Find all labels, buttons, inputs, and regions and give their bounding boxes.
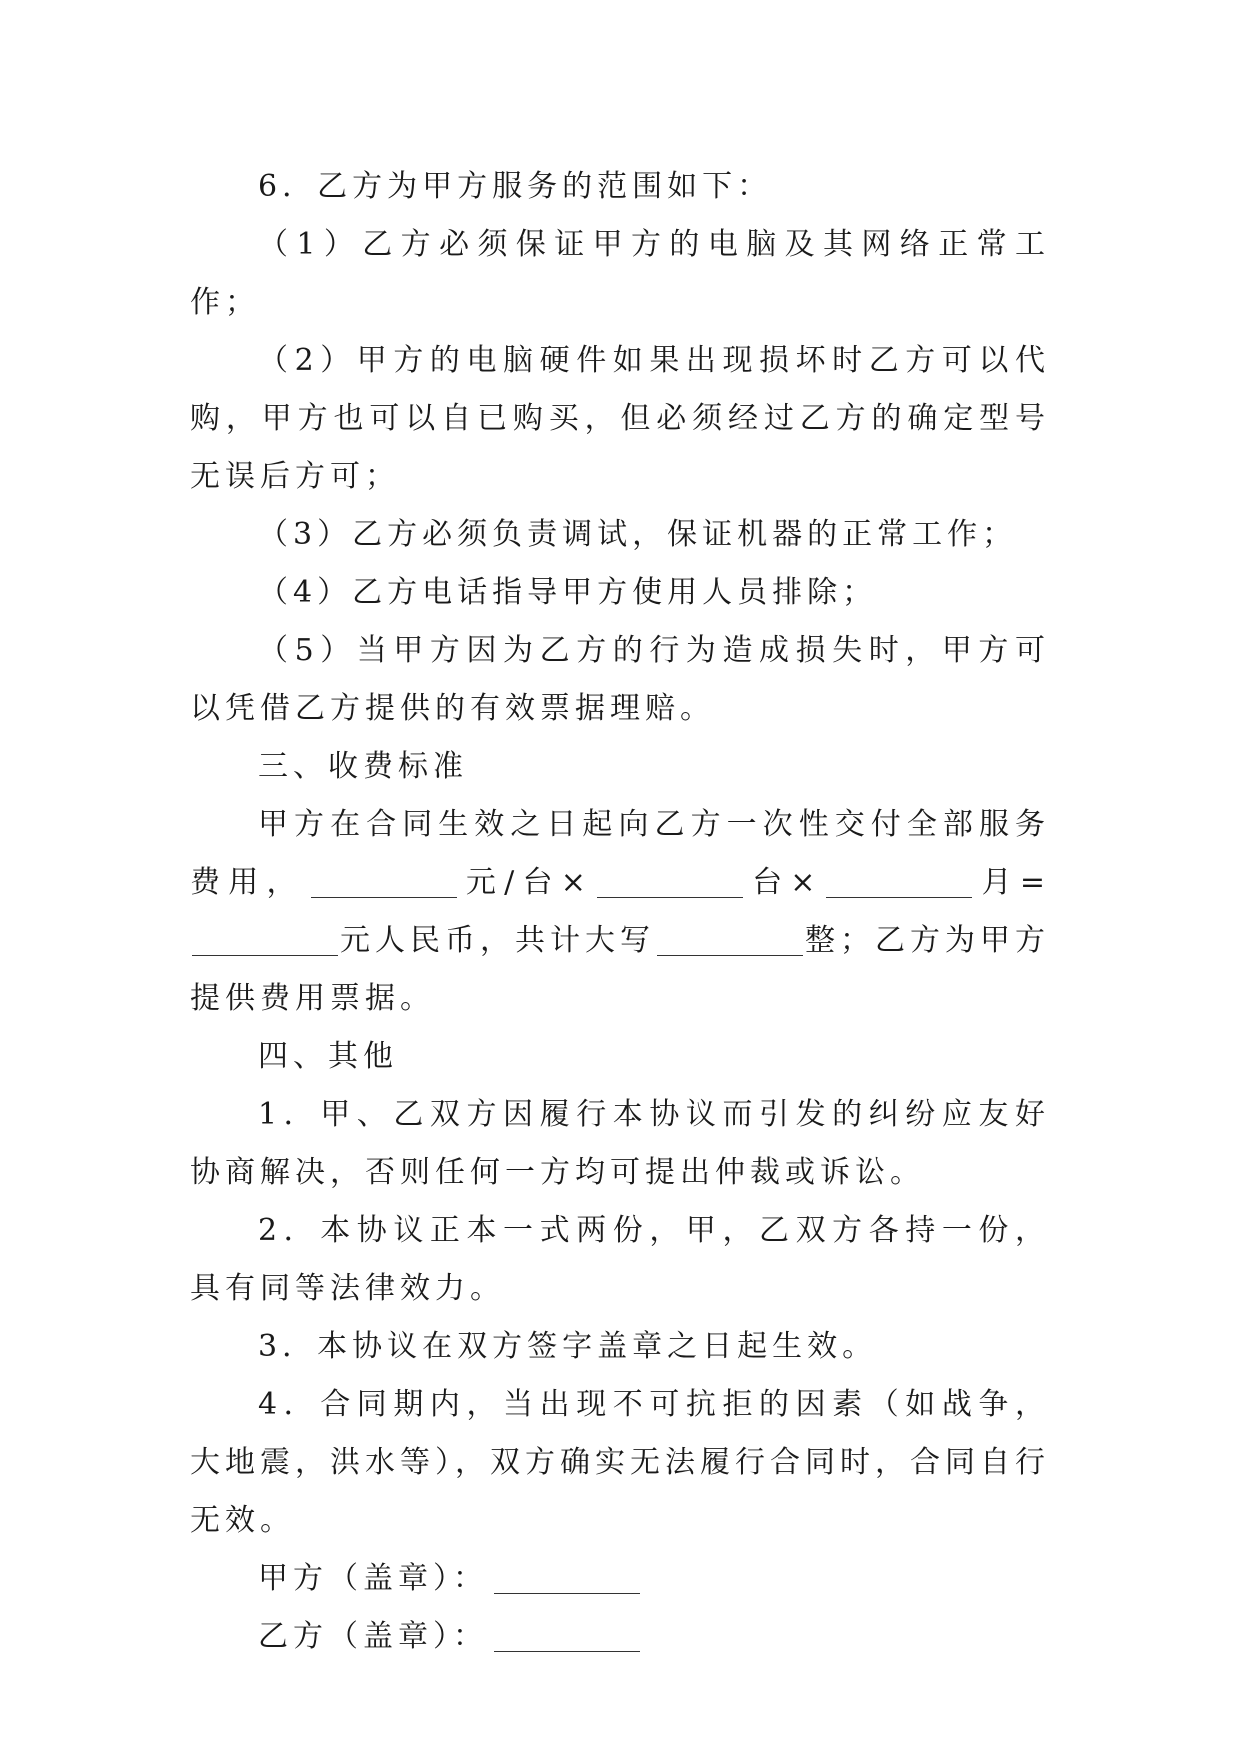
blank-total-in-words: [657, 921, 803, 956]
paragraph-item-2: （2）甲方的电脑硬件如果出现损坏时乙方可以代购，甲方也可以自已购买，但必须经过乙方的确定型号无误后方可；: [190, 343, 1050, 494]
section-heading-fees: 三、收费标准: [258, 749, 468, 784]
fee-text-3: 台×: [748, 865, 821, 900]
signature-blank-party-a: [494, 1559, 640, 1594]
paragraph-service-scope: 6．乙方为甲方服务的范围如下：: [258, 169, 773, 204]
fee-text-4: 月=: [978, 865, 1051, 900]
signature-blank-party-b: [494, 1617, 640, 1652]
blank-total: [192, 921, 338, 956]
paragraph-other-1: 1．甲、乙双方因履行本协议而引发的纠纷应友好协商解决，否则任何一方均可提出仲裁或诉讼。: [190, 1097, 1050, 1190]
paragraph-fee-terms: [190, 796, 1050, 1028]
paragraph-item-4: （4）乙方电话指导甲方使用人员排除；: [258, 575, 878, 610]
blank-unit-price: [311, 863, 457, 898]
signature-label-party-a: 甲方（盖章）：: [258, 1561, 488, 1596]
paragraph-item-3: （3）乙方必须负责调试，保证机器的正常工作；: [258, 517, 1018, 552]
paragraph-item-1: （1）乙方必须保证甲方的电脑及其网络正常工作；: [190, 227, 1050, 320]
blank-months: [826, 863, 972, 898]
paragraph-item-5: （5）当甲方因为乙方的行为造成损失时，甲方可以凭借乙方提供的有效票据理赔。: [190, 633, 1050, 726]
paragraph-other-4: 4．合同期内，当出现不可抗拒的因素（如战争，大地震，洪水等），双方确实无法履行合同时，合同自行无效。: [190, 1387, 1050, 1538]
fee-text-5: 元人民币，共计大写: [340, 923, 655, 958]
section-heading-other: 四、其他: [258, 1039, 398, 1074]
document-body: [190, 158, 1050, 1666]
signature-label-party-b: 乙方（盖章）：: [258, 1619, 488, 1654]
fee-text-1: 甲方在合同生效之日起向乙方一次性交付全部服务费用，: [190, 807, 1050, 900]
signature-party-b: [190, 1608, 1050, 1666]
blank-units: [597, 863, 743, 898]
paragraph-other-2: 2．本协议正本一式两份，甲，乙双方各持一份，具有同等法律效力。: [190, 1213, 1050, 1306]
fee-text-6: 整；乙方为甲方提供费用票据。: [190, 923, 1050, 1016]
signature-party-a: [190, 1550, 1050, 1608]
paragraph-other-3: 3．本协议在双方签字盖章之日起生效。: [258, 1329, 878, 1364]
fee-text-2: 元/台×: [462, 865, 591, 900]
